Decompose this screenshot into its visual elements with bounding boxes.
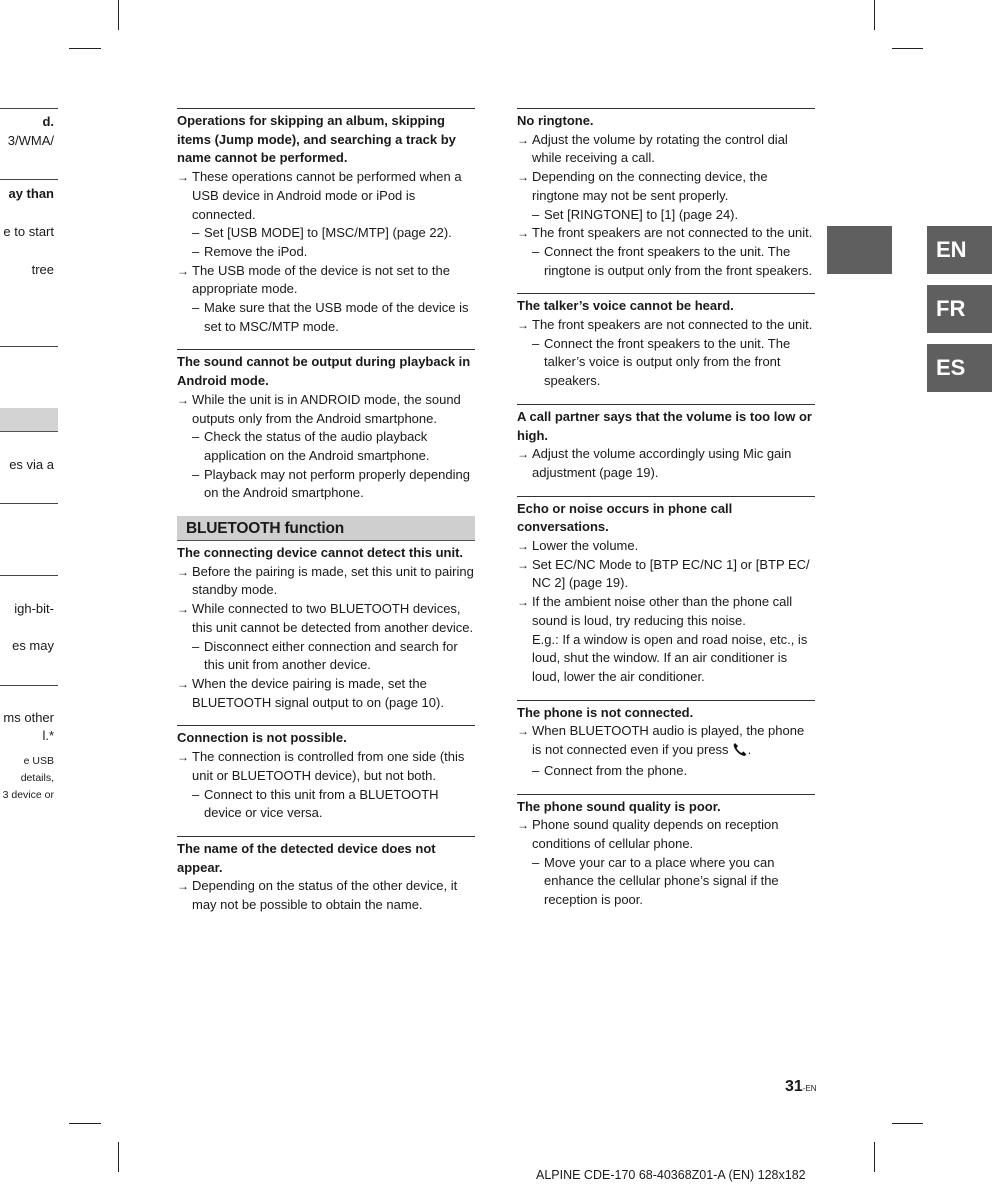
frag-rule (0, 685, 58, 686)
faq-section (517, 700, 815, 781)
faq-question: No ringtone. (517, 113, 594, 128)
faq-question: The phone sound quality is poor. (517, 798, 721, 814)
faq-section (177, 836, 475, 915)
frag-rule (0, 575, 58, 576)
answer-item: → The USB mode of the device is not set to the appropriate mode. (177, 262, 475, 299)
crop-mark (892, 48, 923, 49)
fragment-text: igh-bit- (14, 601, 54, 616)
fragment-text: ay than (8, 186, 54, 201)
answer-text: When BLUETOOTH audio is played, the phone is not connected even if you press (532, 723, 805, 758)
answer-subitem: – Check the status of the audio playback application on the Android smartphone. (177, 428, 475, 465)
tab-es[interactable]: ES (927, 344, 992, 392)
phone-icon (732, 742, 748, 762)
fragment-text: 3/WMA/ (7, 133, 54, 148)
answer-item: → When the device pairing is made, set the BLUETOOTH signal output to on (page 10). (177, 675, 475, 712)
fragment-text: tree (31, 262, 54, 277)
faq-question: The sound cannot be output during playback in Android mode. (177, 354, 471, 389)
tab-marker (827, 226, 892, 274)
crop-mark (69, 48, 101, 49)
fragment-text: l.* (42, 728, 54, 743)
answer-item: → The front speakers are not connected to the unit. (517, 224, 815, 243)
left-fragment-column (0, 0, 58, 1184)
answer-item: → The front speakers are not connected to the unit. (517, 316, 815, 335)
answer-subitem: – Connect the front speakers to the unit. The talker’s voice is output only from the front speakers. (517, 335, 815, 391)
crop-mark (118, 0, 119, 30)
answer-item: → The connection is controlled from one side (this unit or BLUETOOTH device), but not both. (177, 748, 475, 785)
fragment-text: e USB (23, 755, 54, 767)
crop-mark (874, 1142, 875, 1172)
fragment-text: d. (42, 114, 54, 129)
faq-section (177, 349, 475, 503)
faq-section (177, 725, 475, 823)
answer-item: → Adjust the volume by rotating the control dial while receiving a call. (517, 131, 815, 168)
faq-question: Echo or noise occurs in phone call conversations. (517, 500, 733, 535)
answer-item: → Depending on the connecting device, the ringtone may not be sent properly. (517, 168, 815, 205)
answer-subitem: – Set [USB MODE] to [MSC/MTP] (page 22). (177, 224, 475, 243)
crop-mark (69, 1123, 101, 1124)
crop-mark (892, 1123, 923, 1124)
answer-subitem: – Move your car to a place where you can enhance the cellular phone’s signal if the reception is poor. (517, 854, 815, 910)
answer-punct: . (747, 742, 752, 758)
answer-item: → Adjust the volume accordingly using Mic gain adjustment (page 19). (517, 445, 815, 482)
faq-section (517, 496, 815, 687)
faq-question: A call partner says that the volume is too low or high. (517, 408, 812, 443)
crop-mark (874, 0, 875, 30)
frag-heading-band (0, 408, 58, 432)
answer-item: → If the ambient noise other than the phone call sound is loud, try reducing this noise. (517, 593, 815, 630)
answer-subitem: – Connect from the phone. (517, 762, 815, 781)
faq-question: Connection is not possible. (177, 730, 347, 746)
fragment-text: es via a (9, 457, 54, 472)
crop-mark (118, 1142, 119, 1172)
bluetooth-heading: BLUETOOTH function (177, 516, 475, 541)
frag-rule (0, 179, 58, 180)
answer-item: → These operations cannot be performed when a USB device in Android mode or iPod is connected. (177, 168, 475, 224)
fragment-text: es may (12, 638, 54, 653)
answer-item: → Depending on the status of the other device, it may not be possible to obtain the name. (177, 877, 475, 914)
answer-item: → Set EC/NC Mode to [BTP EC/NC 1] or [BTP EC/ NC 2] (page 19). (517, 556, 815, 593)
answer-subitem: – Remove the iPod. (177, 243, 475, 262)
answer-item: → While the unit is in ANDROID mode, the sound outputs only from the Android smartphone. (177, 391, 475, 428)
fragment-text: e to start (3, 224, 54, 239)
faq-section (177, 544, 475, 712)
fragment-text: 3 device or (2, 789, 54, 801)
faq-question: The talker’s voice cannot be heard. (517, 298, 734, 314)
answer-note: E.g.: If a window is open and road noise, etc., is loud, shut the window. If an air conditioner is loud, lower the air conditioner. (532, 631, 808, 684)
page-number-value: 31 (785, 1078, 803, 1095)
answer-item: → Phone sound quality depends on reception conditions of cellular phone. (517, 816, 815, 853)
page-number (785, 1078, 817, 1096)
column-2 (517, 108, 815, 923)
answer-item: → Before the pairing is made, set this unit to pairing standby mode. (177, 563, 475, 600)
faq-question: Operations for skipping an album, skipping items (Jump mode), and searching a track by name cannot be performed. (177, 113, 456, 166)
tab-fr[interactable]: FR (927, 285, 992, 333)
faq-section (177, 108, 475, 336)
tab-en[interactable]: EN (927, 226, 992, 274)
answer-subitem: – Connect the front speakers to the unit. The ringtone is output only from the front speakers. (517, 243, 815, 280)
answer-subitem: – Disconnect either connection and search for this unit from another device. (177, 638, 475, 675)
answer-item (517, 722, 815, 761)
faq-section (517, 293, 815, 391)
fragment-text: details, (20, 772, 54, 784)
faq-section (517, 794, 815, 910)
fragment-text: ms other (3, 710, 54, 725)
frag-rule (0, 108, 58, 109)
answer-subitem: – Playback may not perform properly depending on the Android smartphone. (177, 466, 475, 503)
faq-question: The connecting device cannot detect this unit. (177, 545, 464, 561)
column-1 (177, 108, 475, 928)
answer-subitem: – Connect to this unit from a BLUETOOTH device or vice versa. (177, 786, 475, 823)
answer-subitem: – Make sure that the USB mode of the device is set to MSC/MTP mode. (177, 299, 475, 336)
frag-rule (0, 346, 58, 347)
answer-item: → While connected to two BLUETOOTH devices, this unit cannot be detected from another device. (177, 600, 475, 637)
faq-question: The phone is not connected. (517, 704, 694, 720)
answer-subitem: – Set [RINGTONE] to [1] (page 24). (517, 206, 815, 225)
footer-text: ALPINE CDE-170 68-40368Z01-A (EN) 128x182 (536, 1168, 806, 1182)
frag-rule (0, 503, 58, 504)
page-number-suffix: -EN (802, 1084, 817, 1093)
faq-section (517, 404, 815, 483)
answer-item: → Lower the volume. (517, 537, 815, 556)
faq-section (517, 108, 815, 280)
faq-question: The name of the detected device does not appear. (177, 840, 436, 875)
